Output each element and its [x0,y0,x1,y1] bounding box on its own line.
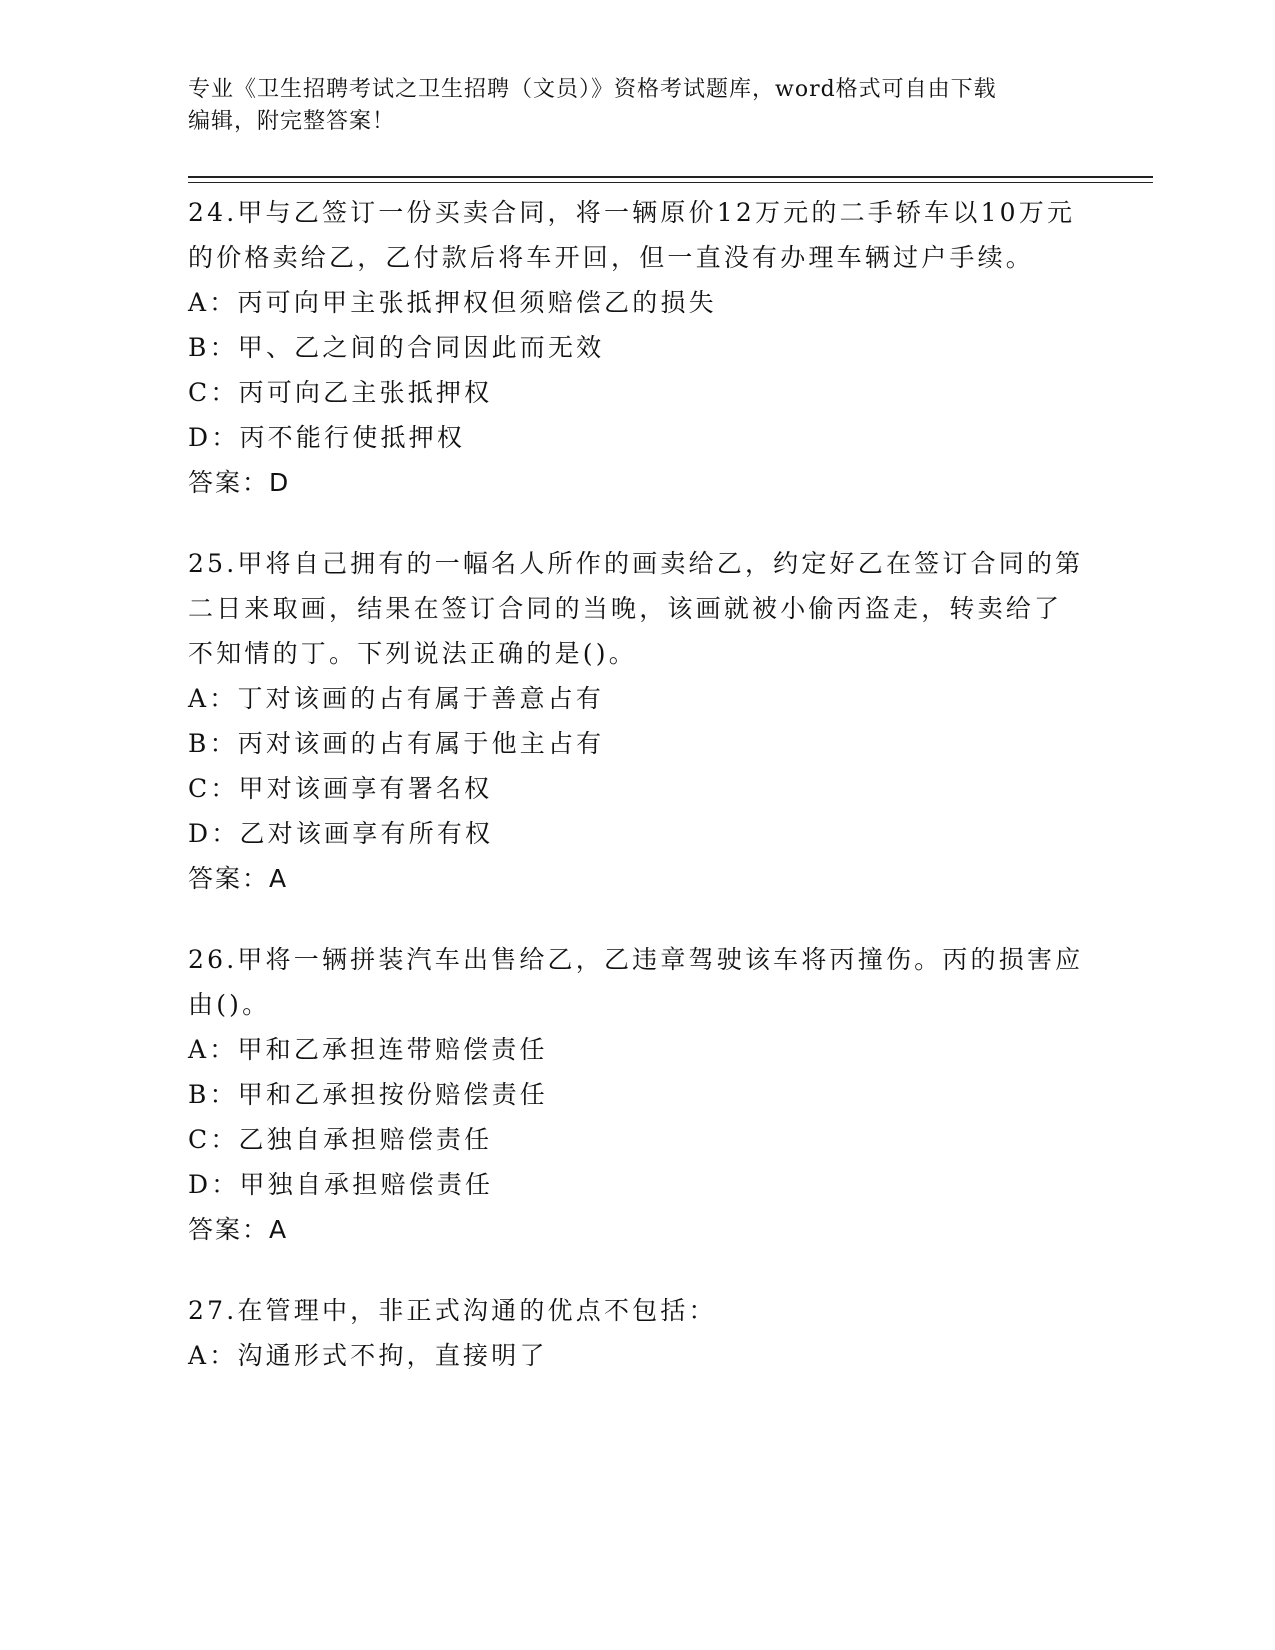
option-b: B：丙对该画的占有属于他主占有 [188,729,605,758]
option-d: D：甲独自承担赔偿责任 [188,1170,494,1199]
option-b: B：甲和乙承担按份赔偿责任 [188,1080,548,1109]
question-list [188,190,1088,1414]
question-text: 27.在管理中，非正式沟通的优点不包括： [188,1296,717,1325]
option-b: B：甲、乙之间的合同因此而无效 [188,333,605,362]
question-24 [188,190,1088,505]
document-header [188,74,1068,138]
option-c: C：乙独自承担赔偿责任 [188,1125,493,1154]
question-text: 26.甲将一辆拼装汽车出售给乙，乙违章驾驶该车将丙撞伤。丙的损害应由()。 [188,945,1084,1019]
option-a: A：丙可向甲主张抵押权但须赔偿乙的损失 [188,288,717,317]
question-text: 24.甲与乙签订一份买卖合同，将一辆原价12万元的二手轿车以10万元的价格卖给乙，乙付款后将车开回，但一直没有办理车辆过户手续。 [188,198,1076,272]
question-27 [188,1288,1088,1378]
header-line-1: 专业《卫生招聘考试之卫生招聘（文员）》资格考试题库，word格式可自由下载 [188,77,997,102]
option-d: D：丙不能行使抵押权 [188,423,466,452]
question-25 [188,541,1088,901]
option-c: C：丙可向乙主张抵押权 [188,378,493,407]
header-divider-bottom [188,182,1153,183]
answer: 答案：A [188,864,289,893]
option-a: A：沟通形式不拘，直接明了 [188,1341,548,1370]
option-a: A：甲和乙承担连带赔偿责任 [188,1035,548,1064]
header-line-2: 编辑，附完整答案！ [188,109,396,134]
question-text: 25.甲将自己拥有的一幅名人所作的画卖给乙，约定好乙在签订合同的第二日来取画，结果在签订合同的当晚，该画就被小偷丙盗走，转卖给了不知情的丁。下列说法正确的是()。 [188,549,1084,668]
option-d: D：乙对该画享有所有权 [188,819,494,848]
answer: 答案：D [188,468,291,497]
answer: 答案：A [188,1215,289,1244]
option-c: C：甲对该画享有署名权 [188,774,493,803]
option-a: A：丁对该画的占有属于善意占有 [188,684,605,713]
question-26 [188,937,1088,1252]
header-divider-top [188,176,1153,178]
